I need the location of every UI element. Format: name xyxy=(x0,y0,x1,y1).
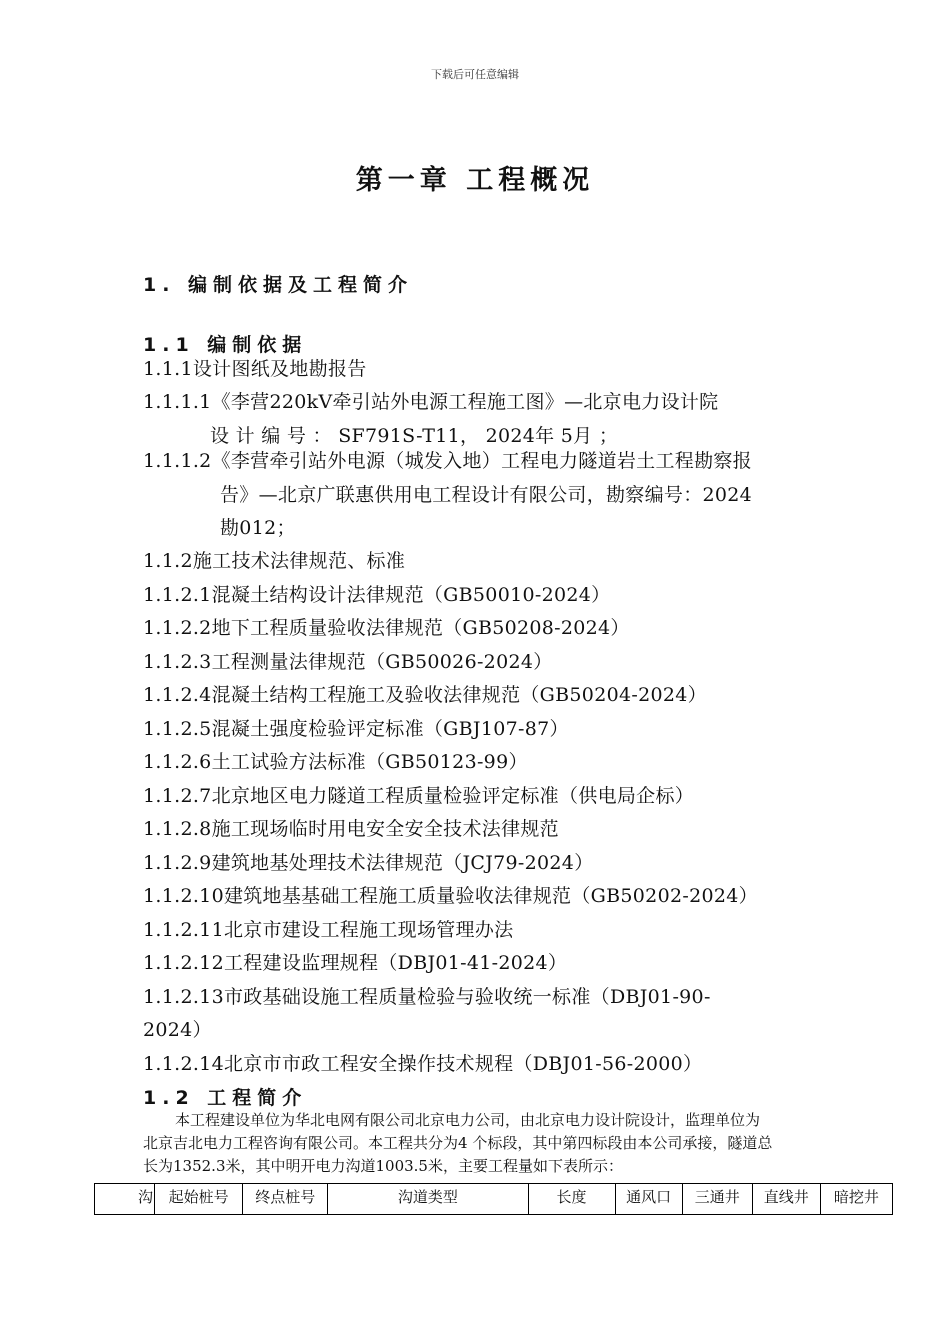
table-header-cell: 暗挖井 xyxy=(820,1184,892,1215)
intro-line-1: 本工程建设单位为华北电网有限公司北京电力公司，由北京电力设计院设计，监理单位为 xyxy=(175,1111,761,1129)
item-1-1-2-11: 1.1.2.11北京市建设工程施工现场管理办法 xyxy=(143,919,514,941)
item-1-1-2-14: 1.1.2.14北京市市政工程安全操作技术规程（DBJ01-56-2000） xyxy=(143,1053,703,1075)
item-1-1-2-10: 1.1.2.10建筑地基基础工程施工质量验收法律规范（GB50202-2024） xyxy=(143,885,758,907)
section-heading-1-1: 1.1 编制依据 xyxy=(143,334,308,356)
intro-line-3: 长为1352.3米，其中明开电力沟道1003.5米，主要工程量如下表所示： xyxy=(143,1157,623,1175)
item-1-1-1-2: 1.1.1.2《李营牵引站外电源（城发入地）工程电力隧道岩土工程勘察报 xyxy=(143,450,752,472)
item-1-1-2-3: 1.1.2.3工程测量法律规范（GB50026-2024） xyxy=(143,651,553,673)
item-1-1-2-6: 1.1.2.6土工试验方法标准（GB50123-99） xyxy=(143,751,528,773)
item-1-1-2: 1.1.2施工技术法律规范、标准 xyxy=(143,550,406,572)
item-1-1-2-2: 1.1.2.2地下工程质量验收法律规范（GB50208-2024） xyxy=(143,617,630,639)
section-heading-1-2: 1.2 工程简介 xyxy=(143,1087,308,1109)
item-1-1-2-13-cont: 2024） xyxy=(143,1019,212,1041)
page-header: 下载后可任意编辑 xyxy=(431,68,519,81)
table-header-cell: 沟 xyxy=(95,1184,155,1215)
table-header-cell: 起始桩号 xyxy=(155,1184,243,1215)
item-1-1-2-1: 1.1.2.1混凝土结构设计法律规范（GB50010-2024） xyxy=(143,584,611,606)
item-1-1-2-8: 1.1.2.8施工现场临时用电安全安全技术法律规范 xyxy=(143,818,559,840)
item-1-1-1-2-cont2: 勘012； xyxy=(220,517,296,539)
item-1-1-1-1: 1.1.1.1《李营220kV牵引站外电源工程施工图》—北京电力设计院 xyxy=(143,391,719,413)
table-header-cell: 沟道类型 xyxy=(328,1184,528,1215)
section-heading-1: 1. 编制依据及工程简介 xyxy=(143,274,414,296)
table-header-cell: 三通井 xyxy=(682,1184,752,1215)
intro-paragraph xyxy=(143,1109,863,1178)
intro-line-2: 北京吉北电力工程咨询有限公司。本工程共分为4 个标段，其中第四标段由本公司承接，隧道总 xyxy=(143,1134,773,1152)
item-1-1-1-1-design-no: 设 计 编 号 ： SF791S-T11， 2024年 5月 ； xyxy=(210,425,619,447)
item-1-1-2-13: 1.1.2.13市政基础设施工程质量检验与验收统一标准（DBJ01-90- xyxy=(143,986,711,1008)
table-header-cell: 长度 xyxy=(528,1184,615,1215)
table-header-cell: 通风口 xyxy=(615,1184,682,1215)
item-1-1-2-12: 1.1.2.12工程建设监理规程（DBJ01-41-2024） xyxy=(143,952,568,974)
item-1-1-2-4: 1.1.2.4混凝土结构工程施工及验收法律规范（GB50204-2024） xyxy=(143,684,707,706)
item-1-1-2-9: 1.1.2.9建筑地基处理技术法律规范（JCJ79-2024） xyxy=(143,852,594,874)
table-header-cell: 直线井 xyxy=(752,1184,820,1215)
item-1-1-2-7: 1.1.2.7北京地区电力隧道工程质量检验评定标准（供电局企标） xyxy=(143,785,695,807)
chapter-title: 第一章 工程概况 xyxy=(355,165,595,196)
item-1-1-1: 1.1.1设计图纸及地勘报告 xyxy=(143,358,367,380)
item-1-1-1-2-cont: 告》—北京广联惠供用电工程设计有限公司，勘察编号：2024 xyxy=(220,484,753,506)
table-header-row xyxy=(95,1184,893,1215)
quantities-table xyxy=(94,1183,893,1215)
item-1-1-2-5: 1.1.2.5混凝土强度检验评定标准（GBJ107-87） xyxy=(143,718,569,740)
table-header-cell: 终点桩号 xyxy=(243,1184,328,1215)
